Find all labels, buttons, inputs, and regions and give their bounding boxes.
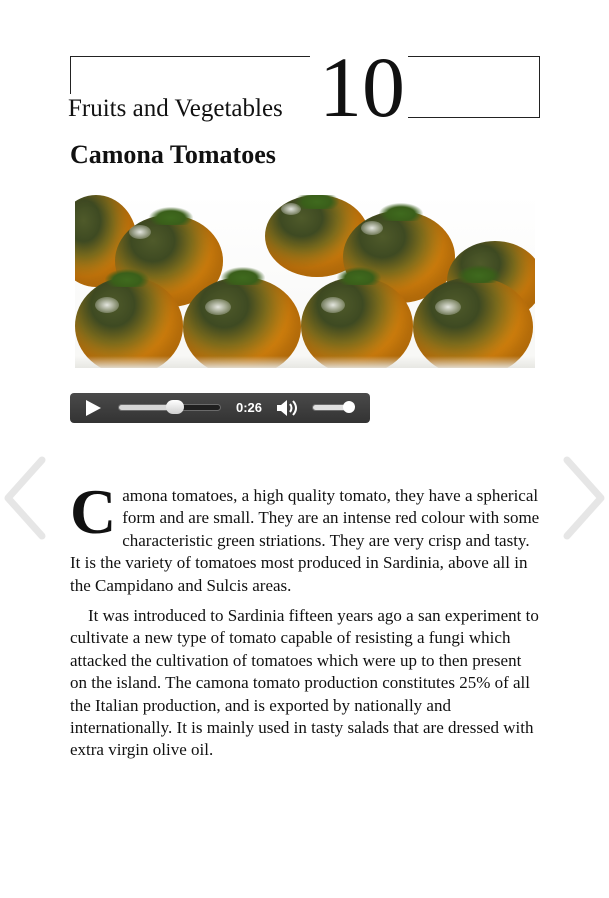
page-title: Camona Tomatoes — [70, 140, 276, 169]
header-frame-right — [404, 56, 540, 118]
paragraph-1 — [70, 476, 540, 597]
photo-ground-shadow — [75, 356, 535, 368]
tomatoes-photo — [75, 195, 535, 368]
tomato-shape — [301, 277, 413, 368]
volume-slider[interactable] — [312, 404, 354, 411]
tomato-stem — [295, 195, 339, 209]
tomato-stem — [379, 203, 423, 221]
current-time: 0:26 — [236, 400, 263, 415]
tomato-shape — [183, 277, 301, 368]
progress-slider[interactable] — [118, 404, 221, 411]
volume-icon[interactable] — [276, 399, 302, 417]
tomato-shape — [75, 277, 183, 368]
tomato-stem — [221, 267, 265, 285]
audio-player — [70, 393, 370, 423]
tomato-stem — [457, 265, 501, 283]
volume-thumb[interactable] — [343, 401, 355, 413]
chapter-number: 10 — [316, 44, 408, 130]
tomato-shape — [413, 277, 533, 368]
tomato-stem — [149, 207, 193, 225]
article-body — [70, 476, 540, 770]
chevron-right-icon[interactable] — [559, 456, 607, 540]
tomato-stem — [105, 269, 149, 287]
play-icon[interactable] — [86, 400, 101, 416]
paragraph-1-text: amona tomatoes, a high quality tomato, they have a spherical form and are small. They are an intense red colour with some characteristic green striations. They are very crisp and tasty. It is the variety of tomatoes most produced in Sardinia, above all in the Campidano and Sulcis areas. — [70, 486, 540, 595]
chevron-left-icon[interactable] — [2, 456, 50, 540]
section-label: Fruits and Vegetables — [68, 94, 287, 124]
chapter-header — [68, 39, 540, 135]
paragraph-2: It was introduced to Sardinia fifteen years ago a san experiment to cultivate a new type of tomato capable of resisting a fungi which attacked the cultivation of tomatoes which were up to then present on the island. The camona tomato production constitutes 25% of all the Italian production, and is exported by nationally and internationally. It is mainly used in tasty salads that are dressed with extra virgin olive oil. — [70, 606, 539, 760]
tomato-stem — [337, 267, 381, 285]
progress-thumb[interactable] — [166, 400, 184, 414]
drop-cap: C — [70, 476, 117, 547]
